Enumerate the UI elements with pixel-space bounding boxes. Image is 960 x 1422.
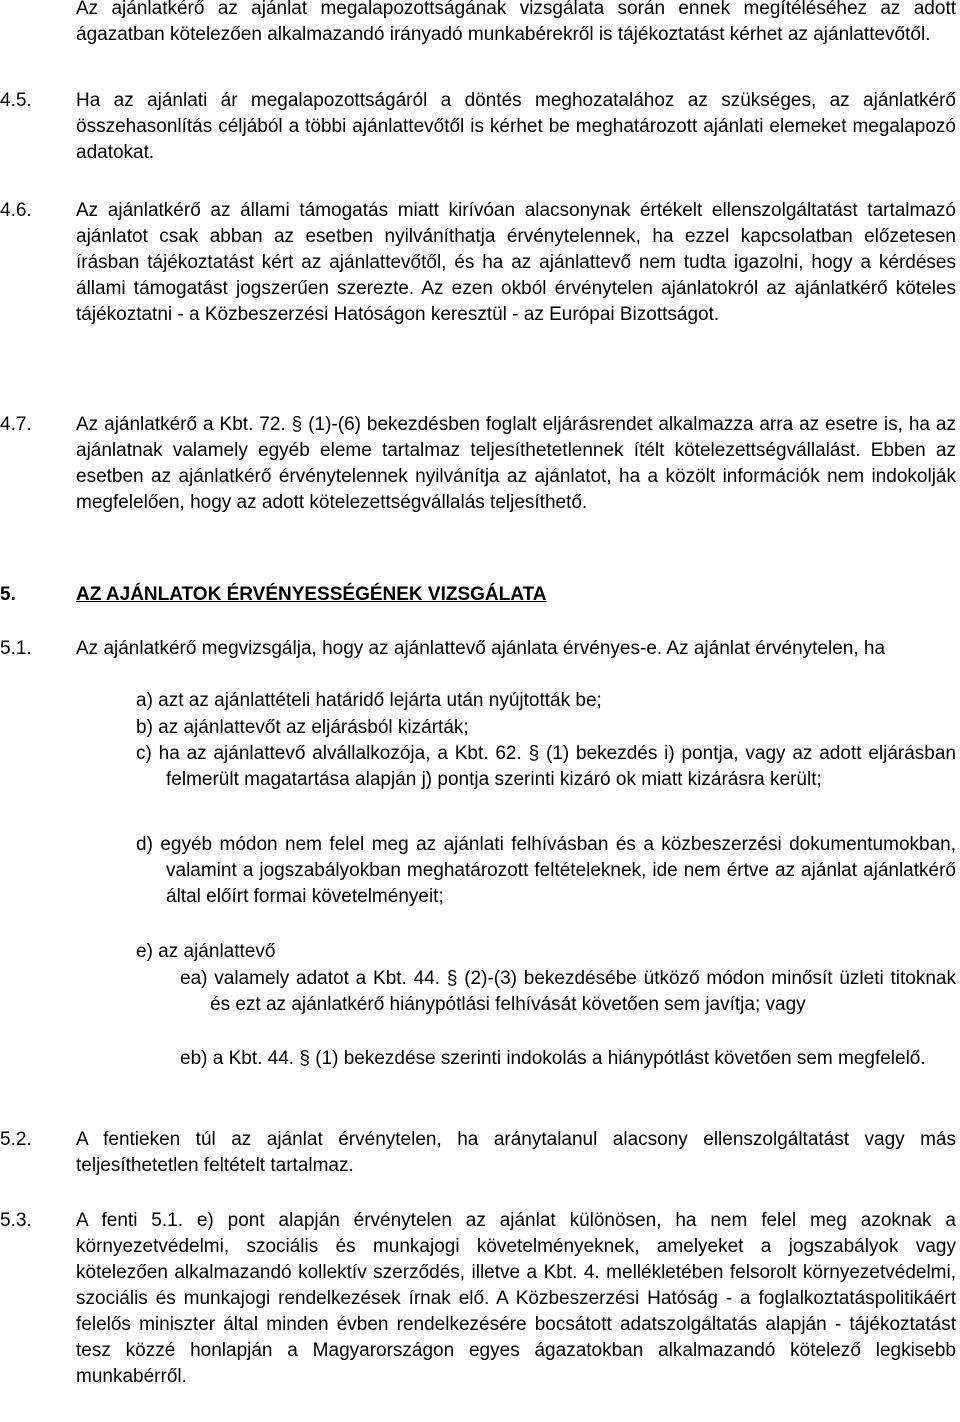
section-4-7-paragraph: Az ajánlatkérő a Kbt. 72. § (1)-(6) bekezdésben foglalt eljárásrendet alkalmazza arra az esetre is, ha az ajánlatnak valamely egyéb eleme tartalmaz teljesíthetetlennek ítélt kötelezettségvállalást. Ebben az esetben az ajánlatkérő érvénytelennek nyilvánítja az ajánlatot, ha a közölt információk nem indokolják megfelelően, hogy az adott kötelezettségvállalás teljesíthető. [76,414,956,513]
section-number: 5.3. [0,1210,32,1231]
section-number: 5. [0,584,16,605]
list-item-a: a) azt az ajánlattételi határidő lejárta után nyújtották be; [136,690,602,711]
intro-paragraph: Az ajánlatkérő az ajánlat megalapozottságának vizsgálata során ennek megítéléséhez az adott ágazatban kötelezően alkalmazandó irányadó munkabérekről is tájékoztatást kérhet az ajánlattevőtől. [76,0,956,45]
list-item-d: d) egyéb módon nem felel meg az ajánlati felhívásban és a közbeszerzési dokumentumokban, valamint a jogszabályokban meghatározott feltételeknek, ide nem értve az ajánlat ajánlatkérő által előírt formai követelményeit; [136,834,956,907]
list-item-c: c) ha az ajánlattevő alvállalkozója, a Kbt. 62. § (1) bekezdés i) pontja, vagy az adott eljárásban felmerült magatartása alapján j) pontja szerinti kizáró ok miatt kizárásra került; [136,743,956,790]
section-4-6-paragraph: Az ajánlatkérő az állami támogatás miatt kirívóan alacsonynak értékelt ellenszolgáltatást tartalmazó ajánlatot csak abban az esetben nyilváníthatja érvénytelennek, ha ezzel kapcsolatban előzetesen írásban tájékoztatást kért az ajánlattevőtől, és ha az ajánlattevő nem tudta igazolni, hogy a kérdéses állami támogatást jogszerűen szerezte. Az ezen okból érvénytelen ajánlatokról az ajánlatkérő köteles tájékoztatni - a Közbeszerzési Hatóságon keresztül - az Európai Bizottságot. [76,200,956,325]
section-5-3-paragraph: A fenti 5.1. e) pont alapján érvénytelen az ajánlat különösen, ha nem felel meg azoknak a környezetvédelmi, szociális és munkajogi követelményeknek, amelyeket a jogszabályok vagy kötelezően alkalmazandó kollektív szerződés, illetve a Kbt. 4. mellékletében felsorolt környezetvédelmi, szociális és munkajogi rendelkezések írnak elő. A Közbeszerzési Hatóság - a foglalkoztatáspolitikáért felelős miniszter által minden évben rendelkezésére bocsátott adatszolgáltatás alapján - tájékoztatást tesz közzé honlapján a Magyarországon egyes ágazatokban alkalmazandó kötelező legkisebb munkabérről. [76,1210,956,1387]
section-5-2-paragraph: A fentieken túl az ajánlat érvénytelen, ha aránytalanul alacsony ellenszolgáltatást vagy más teljesíthetetlen feltételt tartalmaz. [76,1129,956,1176]
list-item-ea: ea) valamely adatot a Kbt. 44. § (2)-(3) bekezdésébe ütköző módon minősít üzleti titoknak és ezt az ajánlatkérő hiánypótlási felhívását követően sem javítja; vagy [180,968,956,1015]
list-item-eb: eb) a Kbt. 44. § (1) bekezdése szerinti indokolás a hiánypótlást követően sem megfelelő. [180,1048,926,1069]
section-5-heading: AZ AJÁNLATOK ÉRVÉNYESSÉGÉNEK VIZSGÁLATA [76,584,547,605]
section-5-1-paragraph: 5.1. Az ajánlatkérő megvizsgálja, hogy az ajánlattevő ajánlata érvényes-e. Az ajánlat érvénytelen, ha [0,638,886,659]
section-number: 4.5. [0,90,32,111]
section-5-1-text: Az ajánlatkérő megvizsgálja, hogy az ajánlattevő ajánlata érvényes-e. Az ajánlat érvénytelen, ha [76,638,886,659]
section-4-5-paragraph: Ha az ajánlati ár megalapozottságáról a döntés meghozatalához az szükséges, az ajánlatkérő összehasonlítás céljából a többi ajánlattevőtől is kérhet be meghatározott ajánlati elemeket megalapozó adatokat. [76,90,956,163]
section-number: 4.7. [0,414,32,435]
list-item-b: b) az ajánlattevőt az eljárásból kizárták; [136,717,469,738]
section-number: 4.6. [0,200,32,221]
section-number: 5.2. [0,1129,32,1150]
list-item-e: e) az ajánlattevő [136,941,276,962]
